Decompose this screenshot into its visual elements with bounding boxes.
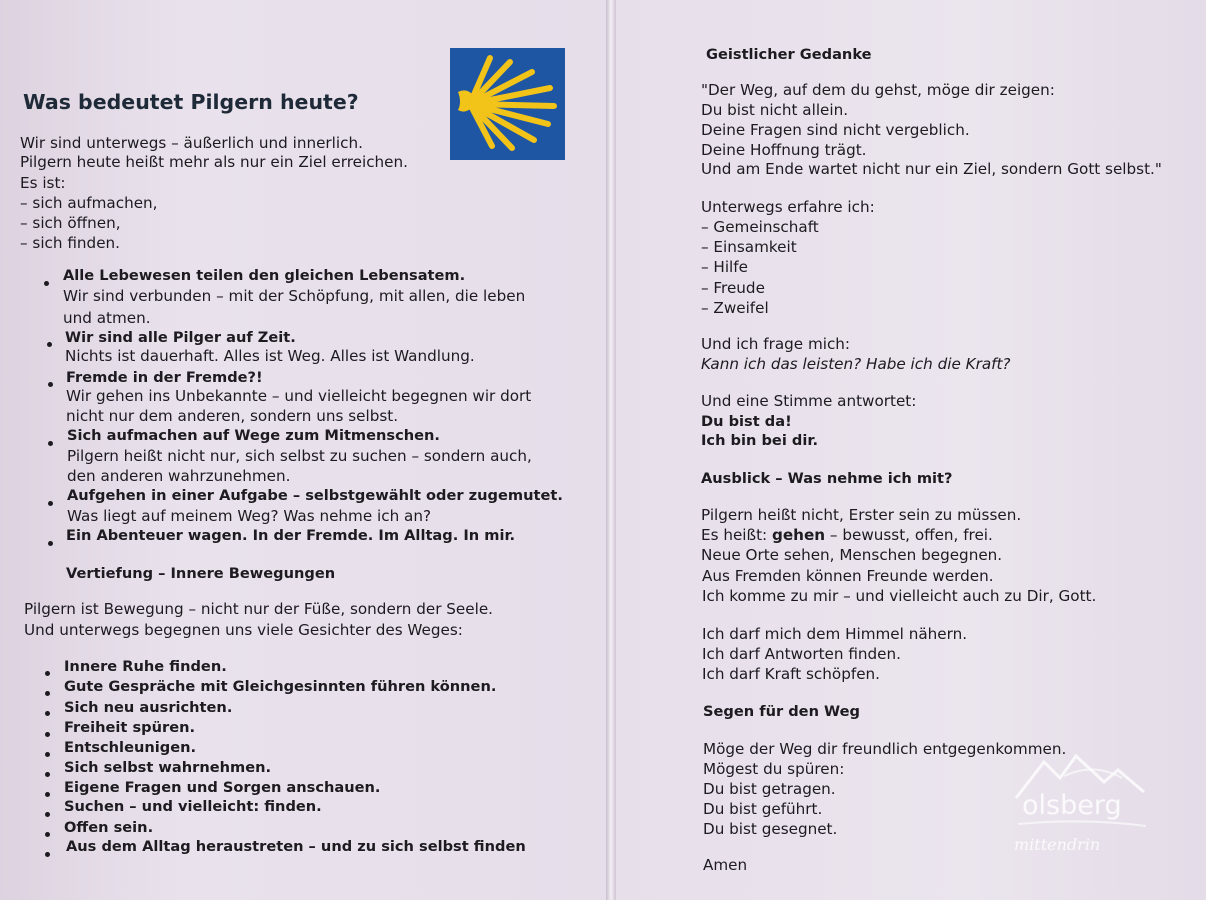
vertiefung-text: Pilgern ist Bewegung – nicht nur der Füße, sondern der Seele.	[24, 600, 494, 618]
frage-intro: Und ich frage mich:	[701, 335, 851, 353]
list-item: Sich neu ausrichten.	[64, 699, 233, 716]
intro-line: Es ist:	[20, 174, 66, 192]
list-item: Offen sein.	[64, 819, 154, 836]
stimme-line: Du bist da!	[701, 413, 792, 430]
bullet-dot	[45, 812, 50, 817]
bullet-dot	[45, 832, 50, 837]
point-text: Wir sind verbunden – mit der Schöpfung, mit allen, die leben	[63, 287, 526, 305]
list-item: Freiheit spüren.	[64, 719, 196, 736]
bullet-dot	[45, 852, 50, 857]
point-text: und atmen.	[63, 309, 151, 327]
bullet-dot	[45, 732, 50, 737]
segen-line: Du bist gesegnet.	[703, 820, 838, 838]
ausblick-text: – bewusst, offen, frei.	[825, 526, 993, 544]
intro-line: Pilgern heute heißt mehr als nur ein Ziel erreichen.	[20, 153, 408, 171]
frage-text: Kann ich das leisten? Habe ich die Kraft?	[701, 355, 1011, 373]
erfahre-item: – Gemeinschaft	[701, 218, 819, 236]
page-title: Was bedeutet Pilgern heute?	[23, 90, 359, 114]
bullet-dot	[45, 711, 50, 716]
bullet-dot	[45, 691, 50, 696]
erfahre-item: – Einsamkeit	[701, 238, 797, 256]
stimme-intro: Und eine Stimme antwortet:	[701, 392, 917, 410]
list-item: Eigene Fragen und Sorgen anschauen.	[64, 779, 381, 796]
ausblick-line: Aus Fremden können Freunde werden.	[702, 567, 994, 585]
point-heading: Sich aufmachen auf Wege zum Mitmenschen.	[67, 427, 440, 444]
point-text: den anderen wahrzunehmen.	[67, 467, 291, 485]
point-heading: Alle Lebewesen teilen den gleichen Lebensatem.	[63, 267, 466, 284]
list-item: Sich selbst wahrnehmen.	[64, 759, 272, 776]
quote-line: Du bist nicht allein.	[701, 101, 849, 119]
stimme-line: Ich bin bei dir.	[701, 432, 819, 449]
ausblick-line: Neue Orte sehen, Menschen begegnen.	[701, 546, 1003, 564]
quote-line: Deine Fragen sind nicht vergeblich.	[701, 121, 970, 139]
intro-line: Wir sind unterwegs – äußerlich und innerlich.	[20, 134, 363, 152]
bullet-dot	[48, 441, 53, 446]
bullet-dot	[45, 792, 50, 797]
olsberg-logo	[1004, 748, 1154, 858]
logo-tagline: mittendrin	[1014, 835, 1101, 854]
erfahre-intro: Unterwegs erfahre ich:	[701, 198, 875, 216]
scallop-shell-icon	[450, 48, 565, 160]
list-item: Gute Gespräche mit Gleichgesinnten führen können.	[64, 678, 497, 695]
list-item: Suchen – und vielleicht: finden.	[64, 798, 322, 815]
bullet-dot	[48, 382, 53, 387]
bullet-dot	[45, 772, 50, 777]
bullet-dot	[45, 752, 50, 757]
bullet-dot	[45, 671, 50, 676]
segen-heading: Segen für den Weg	[703, 703, 860, 720]
bullet-dot	[47, 342, 52, 347]
ausblick-line: Pilgern heißt nicht, Erster sein zu müssen.	[701, 506, 1022, 524]
point-heading: Ein Abenteuer wagen. In der Fremde. Im Alltag. In mir.	[66, 527, 516, 544]
intro-line: – sich finden.	[20, 234, 120, 252]
vertiefung-heading: Vertiefung – Innere Bewegungen	[66, 565, 336, 582]
quote-line: Deine Hoffnung trägt.	[701, 141, 867, 159]
himmel-line: Ich darf Antworten finden.	[702, 645, 901, 663]
erfahre-item: – Zweifel	[701, 299, 769, 317]
ausblick-emphasis: gehen	[772, 526, 826, 544]
vertiefung-text: Und unterwegs begegnen uns viele Gesichter des Weges:	[24, 621, 463, 639]
erfahre-item: – Freude	[701, 279, 765, 297]
point-text: Wir gehen ins Unbekannte – und vielleicht begegnen wir dort	[66, 387, 532, 405]
bullet-dot	[44, 281, 49, 286]
gedanke-heading: Geistlicher Gedanke	[706, 46, 872, 63]
bullet-dot	[48, 541, 53, 546]
bullet-dot	[48, 501, 53, 506]
intro-line: – sich aufmachen,	[20, 194, 158, 212]
page-gutter	[606, 0, 616, 900]
point-heading: Aufgehen in einer Aufgabe – selbstgewählt oder zugemutet.	[67, 487, 563, 504]
point-text: nicht nur dem anderen, sondern uns selbst.	[66, 407, 399, 425]
list-item: Entschleunigen.	[64, 739, 197, 756]
segen-line: Möge der Weg dir freundlich entgegenkommen.	[703, 740, 1067, 758]
list-item: Aus dem Alltag heraustreten – und zu sich selbst finden	[66, 838, 526, 855]
segen-line: Mögest du spüren:	[703, 760, 845, 778]
ausblick-line: Ich komme zu mir – und vielleicht auch zu Dir, Gott.	[702, 587, 1097, 605]
himmel-line: Ich darf mich dem Himmel nähern.	[702, 625, 968, 643]
list-item: Innere Ruhe finden.	[64, 658, 227, 675]
point-text: Nichts ist dauerhaft. Alles ist Weg. Alles ist Wandlung.	[65, 347, 475, 365]
point-text: Was liegt auf meinem Weg? Was nehme ich an?	[67, 507, 432, 525]
segen-line: Du bist getragen.	[703, 780, 836, 798]
point-heading: Wir sind alle Pilger auf Zeit.	[65, 329, 296, 346]
quote-line: "Der Weg, auf dem du gehst, möge dir zeigen:	[701, 81, 1055, 99]
ausblick-line	[701, 525, 993, 545]
segen-line: Du bist geführt.	[703, 800, 823, 818]
himmel-line: Ich darf Kraft schöpfen.	[702, 665, 880, 683]
point-text: Pilgern heißt nicht nur, sich selbst zu suchen – sondern auch,	[67, 447, 532, 465]
logo-name: olsberg	[1022, 790, 1122, 821]
erfahre-item: – Hilfe	[701, 258, 748, 276]
ausblick-heading: Ausblick – Was nehme ich mit?	[701, 470, 953, 487]
quote-line: Und am Ende wartet nicht nur ein Ziel, sondern Gott selbst."	[701, 160, 1162, 178]
point-heading: Fremde in der Fremde?!	[66, 369, 263, 386]
intro-line: – sich öffnen,	[20, 214, 121, 232]
amen-text: Amen	[703, 856, 748, 874]
ausblick-text: Es heißt:	[701, 526, 772, 544]
